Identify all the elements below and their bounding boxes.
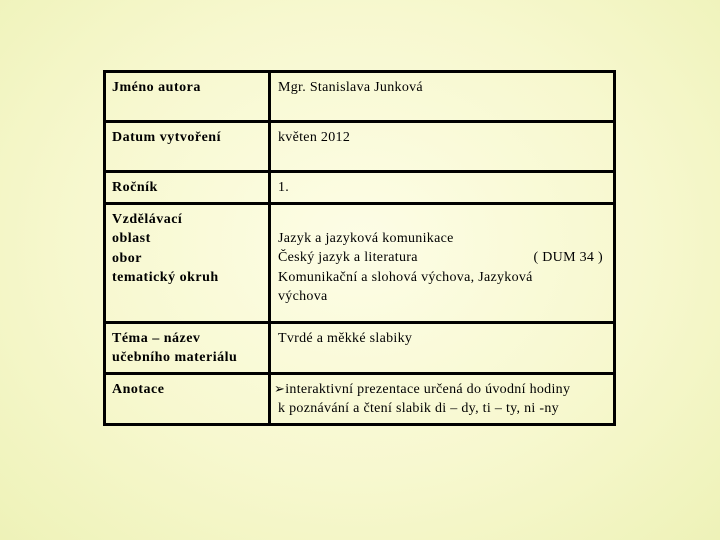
topic-value	[270, 322, 615, 373]
table-row	[105, 72, 615, 122]
annotation-value	[270, 373, 615, 424]
annotation-line-1	[274, 380, 607, 400]
author-label	[105, 72, 270, 122]
annotation-label-text: Anotace	[112, 381, 165, 397]
table-row	[105, 122, 615, 172]
table-row	[105, 373, 615, 424]
topic-label-line-2: učebního materiálu	[112, 350, 238, 365]
annotation-line-2: k poznávání a čtení slabik di – dy, ti – ty, ni -ny	[278, 401, 559, 416]
topic-value-text: Tvrdé a měkké slabiky	[278, 330, 413, 346]
area-label-line-3: obor	[112, 250, 142, 266]
area-value-line-2	[278, 248, 607, 268]
metadata-table	[103, 70, 616, 426]
author-value-text: Mgr. Stanislava Junková	[278, 80, 423, 95]
area-label-line-4: tematický okruh	[112, 270, 219, 285]
area-value-line-4: výchova	[278, 289, 328, 304]
area-label-line-1: Vzdělávací	[112, 211, 183, 227]
area-label-line-2: oblast	[112, 231, 151, 246]
grade-label-text: Ročník	[112, 180, 158, 195]
area-value-line-1: Jazyk a jazyková komunikace	[278, 230, 454, 246]
table-row	[105, 203, 615, 322]
table-row	[105, 322, 615, 373]
date-value	[270, 122, 615, 172]
grade-value-text: 1.	[278, 180, 290, 195]
grade-value	[270, 172, 615, 204]
annotation-label	[105, 373, 270, 424]
date-label	[105, 122, 270, 172]
author-label-text: Jméno autora	[112, 80, 201, 95]
area-value-line-3: Komunikační a slohová výchova, Jazyková	[278, 269, 533, 285]
topic-label	[105, 322, 270, 373]
table-row	[105, 172, 615, 204]
grade-label	[105, 172, 270, 204]
date-label-text: Datum vytvoření	[112, 130, 221, 145]
area-value	[270, 203, 615, 322]
annotation-text-1: interaktivní prezentace určená do úvodní hodiny	[285, 381, 571, 397]
subject-text: Český jazyk a literatura	[278, 250, 418, 265]
area-label	[105, 203, 270, 322]
topic-label-line-1: Téma – název	[112, 330, 201, 346]
dum-number: ( DUM 34 )	[533, 250, 603, 265]
date-value-text: květen 2012	[278, 130, 351, 145]
arrow-bullet-icon: ➢	[274, 381, 286, 397]
author-value	[270, 72, 615, 122]
